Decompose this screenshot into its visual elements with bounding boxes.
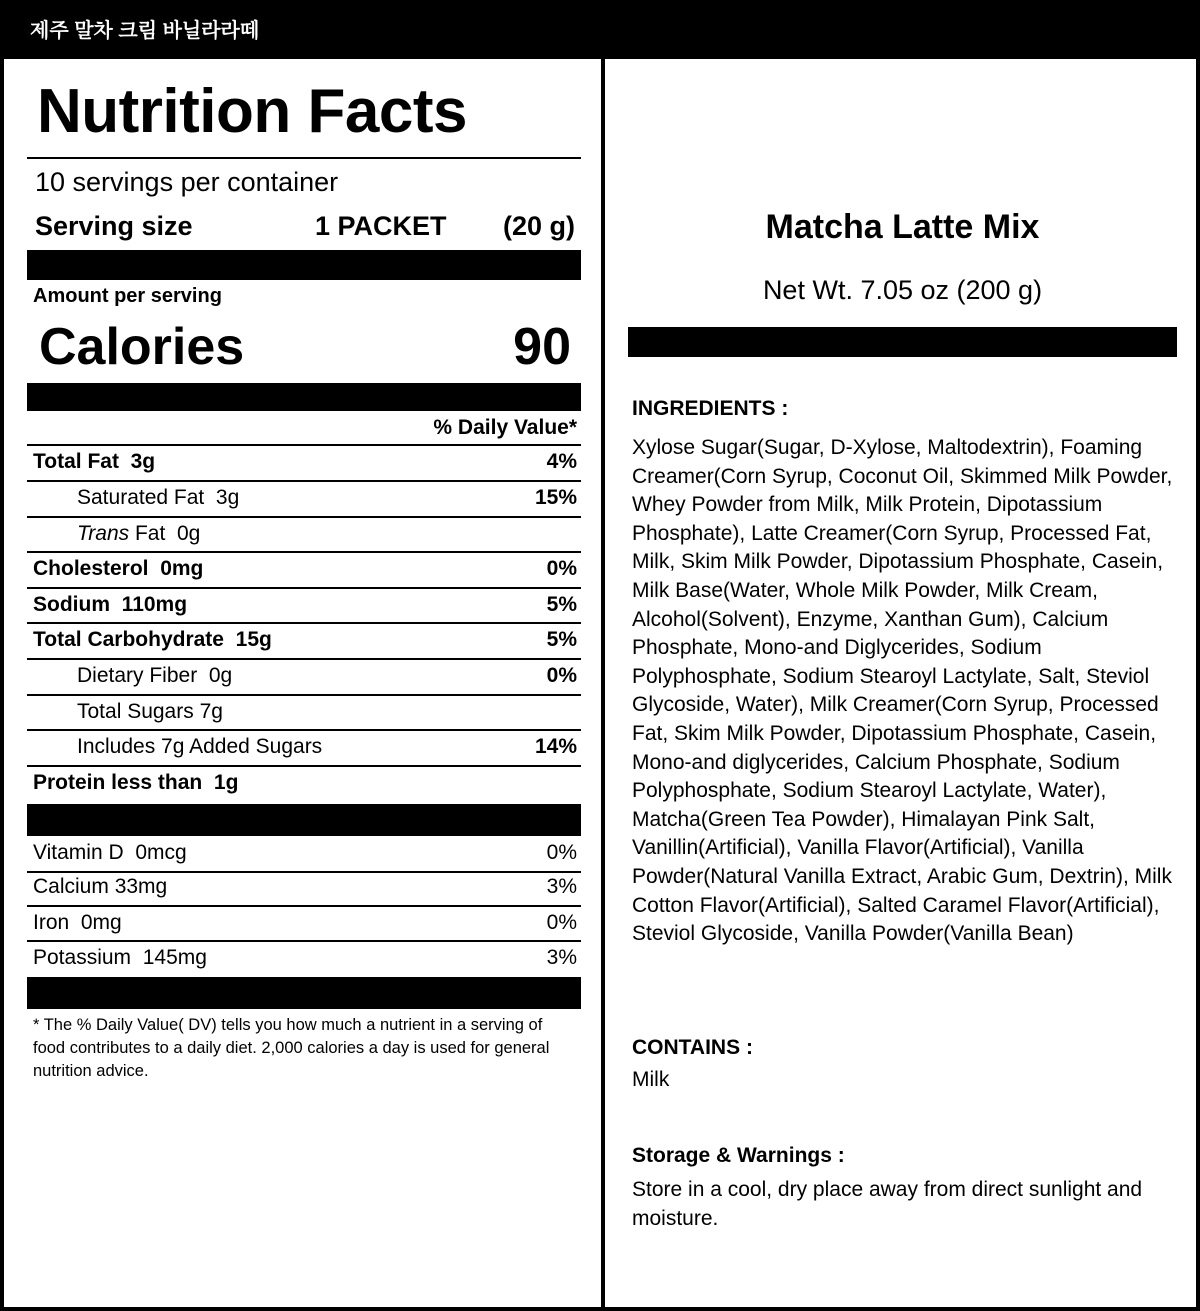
nutrient-row-total-carbohydrate xyxy=(27,624,581,660)
nutrient-name: Protein less than 1g xyxy=(33,771,239,794)
vitamin-row-iron xyxy=(27,907,581,943)
product-korean-title: 제주 말차 크림 바닐라라떼 xyxy=(4,4,1196,59)
nutrient-name: Total Sugars 7g xyxy=(77,700,223,723)
serving-size-weight: (20 g) xyxy=(502,211,575,241)
nutrient-name: Dietary Fiber 0g xyxy=(77,664,233,687)
nutrient-name: Total Carbohydrate 15g xyxy=(33,628,272,651)
vitamin-daily-value: 3% xyxy=(546,946,577,969)
nutrient-name: Cholesterol 0mg xyxy=(33,557,204,580)
serving-size-quantity: 1 PACKET xyxy=(315,211,447,241)
nutrient-row-protein xyxy=(27,767,581,803)
nutrient-row-total-sugars xyxy=(27,696,581,732)
vitamin-daily-value: 0% xyxy=(546,841,577,864)
ingredients-text: Xylose Sugar(Sugar, D-Xylose, Maltodextrin), Foaming Creamer(Corn Syrup, Coconut Oil, Skimmed Milk Powder, Whey Powder from Milk, Milk Protein, Dipotassium Phosphate), Latte Creamer(Corn Syrup, Processed Fat, Milk, Skim Milk Powder, Dipotassium Phosphate, Casein, Milk Base(Water, Whole Milk Powder, Milk Cream, Alcohol(Solvent), Enzyme, Xanthan Gum), Calcium Phosphate, Mono-and Diglycerides, Sodium Polyphosphate, Sodium Stearoyl Lactylate, Salt, Steviol Glycoside, Water), Milk Creamer(Corn Syrup, Processed Fat, Skim Milk Powder, Dipotassium Phosphate, Casein, Mono-and diglycerides, Calcium Phosphate, Sodium Polyphosphate, Sodium Stearoyl Lactylate, Water), Matcha(Green Tea Powder), Himalayan Pink Salt, Vanillin(Artificial), Vanilla Flavor(Artificial), Vanilla Powder(Natural Vanilla Extract, Arabic Gum, Dextrin), Milk Cotton Flavor(Artificial), Salted Caramel Flavor(Artificial), Steviol Glycoside, Vanilla Powder(Vanilla Bean) xyxy=(632,436,1173,946)
vitamin-row-potassium xyxy=(27,942,581,978)
nutrient-name: Trans Fat 0g xyxy=(77,522,201,545)
vitamin-row-calcium xyxy=(27,871,581,907)
contains-heading: CONTAINS : xyxy=(632,1036,753,1059)
nutrient-daily-value: 4% xyxy=(546,450,577,473)
calories-label: Calories xyxy=(39,318,245,376)
nutrient-row-trans-fat xyxy=(27,518,581,554)
thick-divider-bar xyxy=(27,804,581,836)
nutrient-name: Total Fat 3g xyxy=(33,450,156,473)
nutrient-row-added-sugars xyxy=(27,731,581,767)
serving-size-label: Serving size xyxy=(35,211,193,241)
vitamin-name: Calcium 33mg xyxy=(33,875,168,898)
nutrient-name: Includes 7g Added Sugars xyxy=(77,735,323,758)
amount-per-serving: Amount per serving xyxy=(33,285,222,307)
vitamin-name: Iron 0mg xyxy=(33,911,122,934)
vitamin-daily-value: 3% xyxy=(546,875,577,898)
nutrient-row-dietary-fiber xyxy=(27,660,581,696)
thick-divider-bar xyxy=(27,977,581,1009)
thick-divider-bar xyxy=(27,383,581,411)
nutrient-daily-value: 0% xyxy=(546,664,577,687)
nutrient-row-cholesterol xyxy=(27,553,581,589)
storage-heading: Storage & Warnings : xyxy=(632,1144,845,1167)
nutrient-daily-value: 5% xyxy=(546,593,577,616)
storage-text: Store in a cool, dry place away from direct sunlight and moisture. xyxy=(632,1178,1143,1230)
daily-value-header: % Daily Value* xyxy=(433,416,577,439)
nutrient-daily-value: 0% xyxy=(546,557,577,580)
net-weight: Net Wt. 7.05 oz (200 g) xyxy=(762,275,1043,305)
thick-divider-bar xyxy=(27,250,581,280)
nutrient-row-sodium xyxy=(27,589,581,625)
divider-line xyxy=(27,157,581,159)
vitamin-daily-value: 0% xyxy=(546,911,577,934)
nutrient-daily-value: 5% xyxy=(546,628,577,651)
nutrient-name: Sodium 110mg xyxy=(33,593,188,616)
vitamin-row-vitamin-d xyxy=(27,837,581,873)
nutrient-name: Saturated Fat 3g xyxy=(77,486,240,509)
vitamin-name: Potassium 145mg xyxy=(33,946,207,969)
nutrient-daily-value: 15% xyxy=(534,486,577,509)
ingredients-heading: INGREDIENTS : xyxy=(632,397,789,420)
nutrient-row-total-fat xyxy=(27,446,581,482)
servings-per-container: 10 servings per container xyxy=(35,167,339,197)
calories-value: 90 xyxy=(513,318,571,376)
nutrient-daily-value: 14% xyxy=(534,735,577,758)
nutrient-row-saturated-fat xyxy=(27,482,581,518)
nutrition-facts-title: Nutrition Facts xyxy=(37,77,467,146)
daily-value-footnote: * The % Daily Value( DV) tells you how much a nutrient in a serving of food contributes to a daily diet. 2,000 calories a day is used for general nutrition advice. xyxy=(33,1016,550,1080)
thick-divider-bar xyxy=(628,327,1177,357)
contains-text: Milk xyxy=(632,1068,670,1091)
product-name: Matcha Latte Mix xyxy=(765,208,1040,246)
vitamin-name: Vitamin D 0mcg xyxy=(33,841,187,864)
